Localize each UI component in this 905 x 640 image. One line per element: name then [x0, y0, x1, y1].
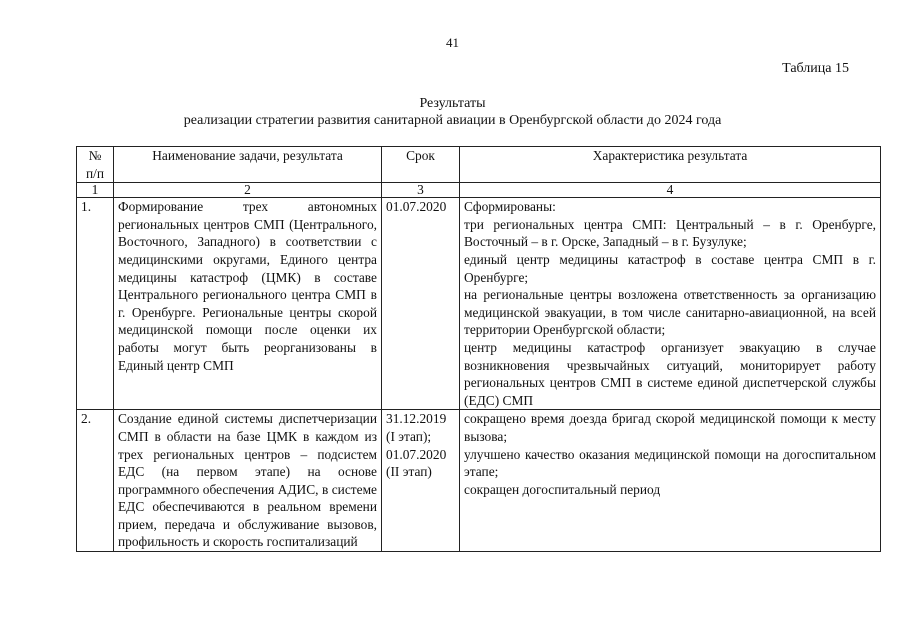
column-number: 4 — [460, 183, 881, 198]
column-number-row — [77, 183, 881, 198]
header-term: Срок — [382, 147, 460, 183]
term-line: (I этап); — [386, 428, 432, 444]
term-line: 01.07.2020 — [386, 199, 447, 215]
term-line: 01.07.2020 — [386, 446, 447, 462]
term-cell — [382, 198, 460, 410]
column-number: 3 — [382, 183, 460, 198]
row-number: 2. — [77, 410, 114, 552]
term-cell — [382, 410, 460, 552]
characteristic-cell — [460, 198, 881, 410]
header-no-line-1: № — [88, 148, 102, 163]
characteristic-line: сокращено время доезда бригад скорой медицинской помощи к месту вызова; — [464, 411, 876, 444]
header-characteristic: Характеристика результата — [460, 147, 881, 183]
term-line: 31.12.2019 — [386, 411, 447, 427]
characteristic-cell — [460, 410, 881, 552]
results-table — [76, 146, 881, 552]
header-no-line-2: п/п — [85, 165, 105, 181]
characteristic-line: на региональные центры возложена ответственность за организацию медицинской эвакуации, в том числе санитарно-авиационной, на всей территории Оренбургской области; — [464, 287, 876, 338]
characteristic-line: Сформированы: — [464, 199, 556, 215]
characteristic-line: центр медицины катастроф организует эвакуацию в случае возникновения чрезвычайных ситуаций, мониторирует работу региональных центров СМП в системе единой диспетчерской службы (ЕДС) СМП — [464, 339, 876, 408]
characteristic-line: сокращен догоспитальный период — [464, 481, 661, 497]
header-no — [77, 147, 114, 183]
column-number: 1 — [77, 183, 114, 198]
task-cell: Формирование трех автономных региональных центров СМП (Центрального, Восточного, Западного) в соответствии с медицинскими округами, Единого центра медицины катастроф (ЦМК) в составе Центрального регионального центра СМП в г. Оренбурге. Региональные центры скорой медицинской помощи после оценки их работы могут быть реорганизованы в Единый центр СМП — [114, 198, 382, 410]
table-row — [77, 198, 881, 410]
characteristic-line: единый центр медицины катастроф в составе центра СМП в г. Оренбурге; — [464, 251, 876, 285]
title-line-2: реализации стратегии развития санитарной авиации в Оренбургской области до 2024 года — [183, 113, 722, 128]
title-line-1: Результаты — [419, 96, 486, 111]
header-row — [77, 147, 881, 183]
characteristic-line: улучшено качество оказания медицинской помощи на догоспитальном этапе; — [464, 446, 876, 480]
table-row — [77, 410, 881, 552]
term-line: (II этап) — [386, 464, 432, 480]
task-cell: Создание единой системы диспетчеризации СМП в области на базе ЦМК в каждом из трех региональных центров – подсистем ЕДС (на первом этапе) на основе программного обеспечения АДИС, в системе ЕДС обеспечиваются в реальном времени прием, передача и обслуживание вызовов, профильность и скорость госпитализаций — [114, 410, 382, 552]
column-number: 2 — [114, 183, 382, 198]
page-number: 41 — [446, 35, 459, 50]
row-number: 1. — [77, 198, 114, 410]
document-title — [0, 95, 905, 129]
characteristic-line: три региональных центра СМП: Центральный – в г. Оренбурге, Восточный – в г. Орске, Западный – в г. Бузулуке; — [464, 216, 876, 250]
header-task: Наименование задачи, результата — [114, 147, 382, 183]
table-label: Таблица 15 — [782, 61, 849, 76]
